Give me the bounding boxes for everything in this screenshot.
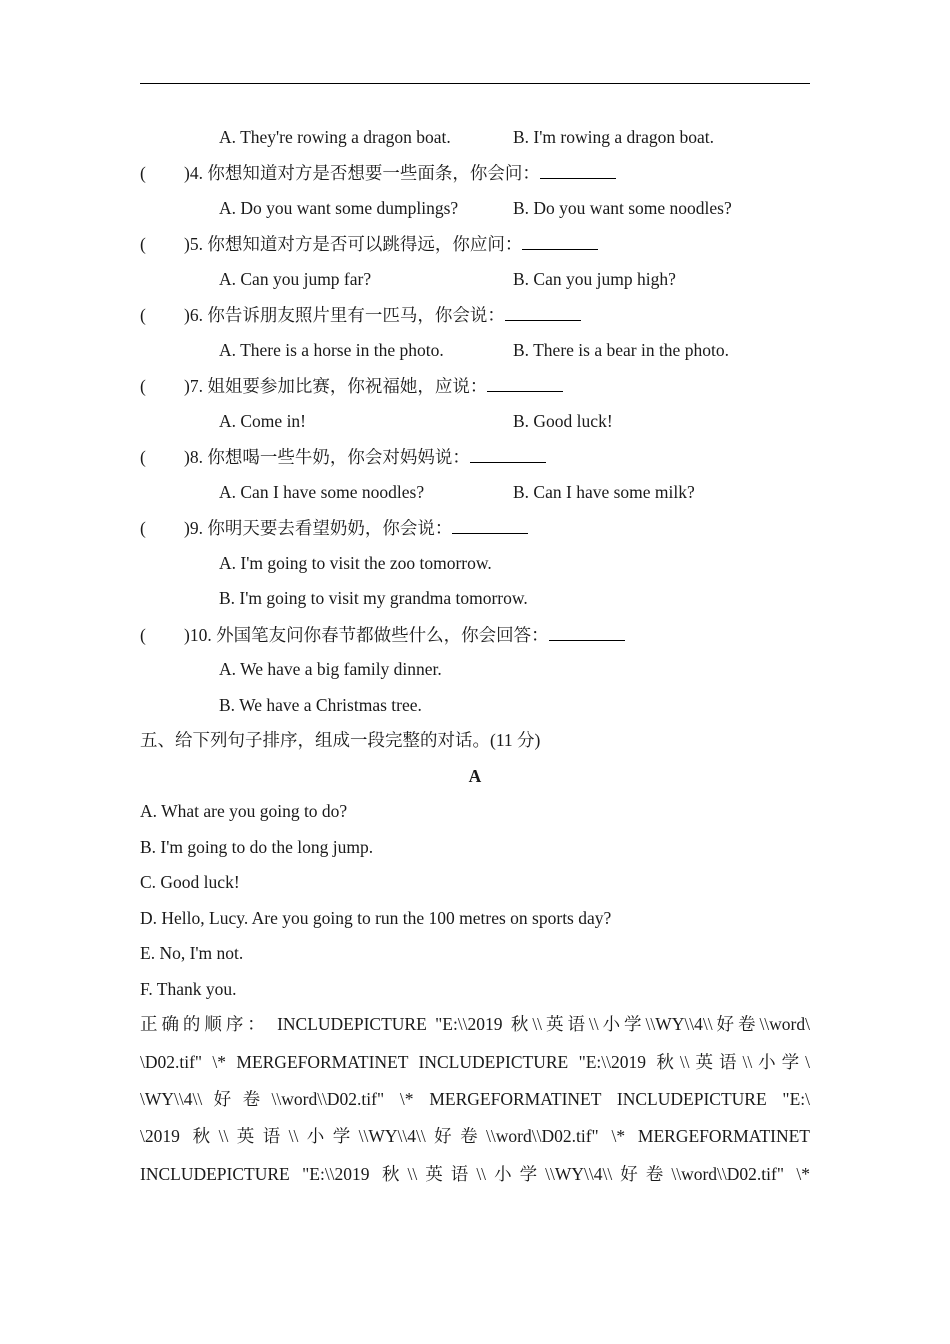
answer-paren: ( [140, 163, 146, 183]
answer-blank[interactable] [505, 302, 581, 321]
q5-option-a: A. Can you jump far? [219, 269, 372, 289]
q10-option-a: A. We have a big family dinner. [219, 659, 442, 679]
question-number: )9. [184, 518, 203, 538]
question-6 [140, 302, 581, 327]
answer-blank[interactable] [487, 373, 563, 392]
q8-option-a: A. Can I have some noodles? [219, 482, 425, 502]
question-8 [140, 444, 546, 469]
question-number: )10. [184, 625, 212, 645]
answer-line-2: \D02.tif" \* MERGEFORMATINET INCLUDEPICTURE "E:\\2019 秋\\英语\\小学\ [140, 1052, 810, 1072]
answer-paren: ( [140, 305, 146, 325]
sentence-d: D. Hello, Lucy. Are you going to run the 100 metres on sports day? [140, 908, 612, 928]
answer-paren: ( [140, 234, 146, 254]
answer-blank[interactable] [522, 231, 598, 250]
q7-option-b: B. Good luck! [513, 411, 613, 431]
question-number: )5. [184, 234, 203, 254]
q6-option-a: A. There is a horse in the photo. [219, 340, 444, 360]
q9-option-a: A. I'm going to visit the zoo tomorrow. [219, 553, 492, 573]
answer-blank[interactable] [549, 622, 625, 641]
question-number: )7. [184, 376, 203, 396]
sentence-a: A. What are you going to do? [140, 801, 348, 821]
sentence-c: C. Good luck! [140, 872, 240, 892]
question-text: 你想知道对方是否想要一些面条，你会问： [207, 163, 540, 183]
question-4 [140, 160, 616, 185]
question-10 [140, 622, 625, 647]
q4-option-a: A. Do you want some dumplings? [219, 198, 459, 218]
question-text: 你想喝一些牛奶，你会对妈妈说： [207, 447, 470, 467]
question-5 [140, 231, 598, 256]
sentence-e: E. No, I'm not. [140, 943, 244, 963]
question-number: )6. [184, 305, 203, 325]
q3-option-b: B. I'm rowing a dragon boat. [513, 127, 714, 147]
answer-paren: ( [140, 447, 146, 467]
answer-blank[interactable] [452, 515, 528, 534]
answer-line-4: \2019 秋\\英语\\小学\\WY\\4\\好卷\\word\\D02.tif" \* MERGEFORMATINET [140, 1126, 810, 1146]
section-heading: 五、给下列句子排序，组成一段完整的对话。(11 分) [140, 730, 541, 750]
answer-line-5: INCLUDEPICTURE "E:\\2019 秋\\英语\\小学\\WY\\4\\好卷\\word\\D02.tif" \* [140, 1164, 810, 1184]
q6-option-b: B. There is a bear in the photo. [513, 340, 729, 360]
answer-paren: ( [140, 518, 146, 538]
header-rule [140, 83, 810, 84]
answer-blank[interactable] [470, 444, 546, 463]
q10-option-b: B. We have a Christmas tree. [219, 695, 422, 715]
question-number: )8. [184, 447, 203, 467]
q8-option-b: B. Can I have some milk? [513, 482, 695, 502]
section-subheading: A [468, 766, 482, 786]
q5-option-b: B. Can you jump high? [513, 269, 676, 289]
question-9 [140, 515, 528, 540]
question-text: 你告诉朋友照片里有一匹马，你会说： [207, 305, 505, 325]
q4-option-b: B. Do you want some noodles? [513, 198, 732, 218]
answer-line-3: \WY\\4\\好卷\\word\\D02.tif" \* MERGEFORMATINET INCLUDEPICTURE "E:\ [140, 1089, 810, 1109]
q3-option-a: A. They're rowing a dragon boat. [219, 127, 451, 147]
sentence-f: F. Thank you. [140, 979, 237, 999]
question-7 [140, 373, 563, 398]
question-text: 你明天要去看望奶奶，你会说： [207, 518, 453, 538]
question-text: 姐姐要参加比赛，你祝福她，应说： [207, 376, 488, 396]
question-text: 你想知道对方是否可以跳得远，你应问： [207, 234, 523, 254]
answer-paren: ( [140, 625, 146, 645]
sentence-b: B. I'm going to do the long jump. [140, 837, 374, 857]
question-text: 外国笔友问你春节都做些什么，你会回答： [216, 625, 549, 645]
answer-paren: ( [140, 376, 146, 396]
q7-option-a: A. Come in! [219, 411, 307, 431]
q9-option-b: B. I'm going to visit my grandma tomorrow. [219, 588, 528, 608]
answer-line-1: 正确的顺序： INCLUDEPICTURE "E:\\2019 秋\\英语\\小学\\WY\\4\\好卷\\word\ [140, 1014, 810, 1034]
answer-blank[interactable] [540, 160, 616, 179]
question-number: )4. [184, 163, 203, 183]
